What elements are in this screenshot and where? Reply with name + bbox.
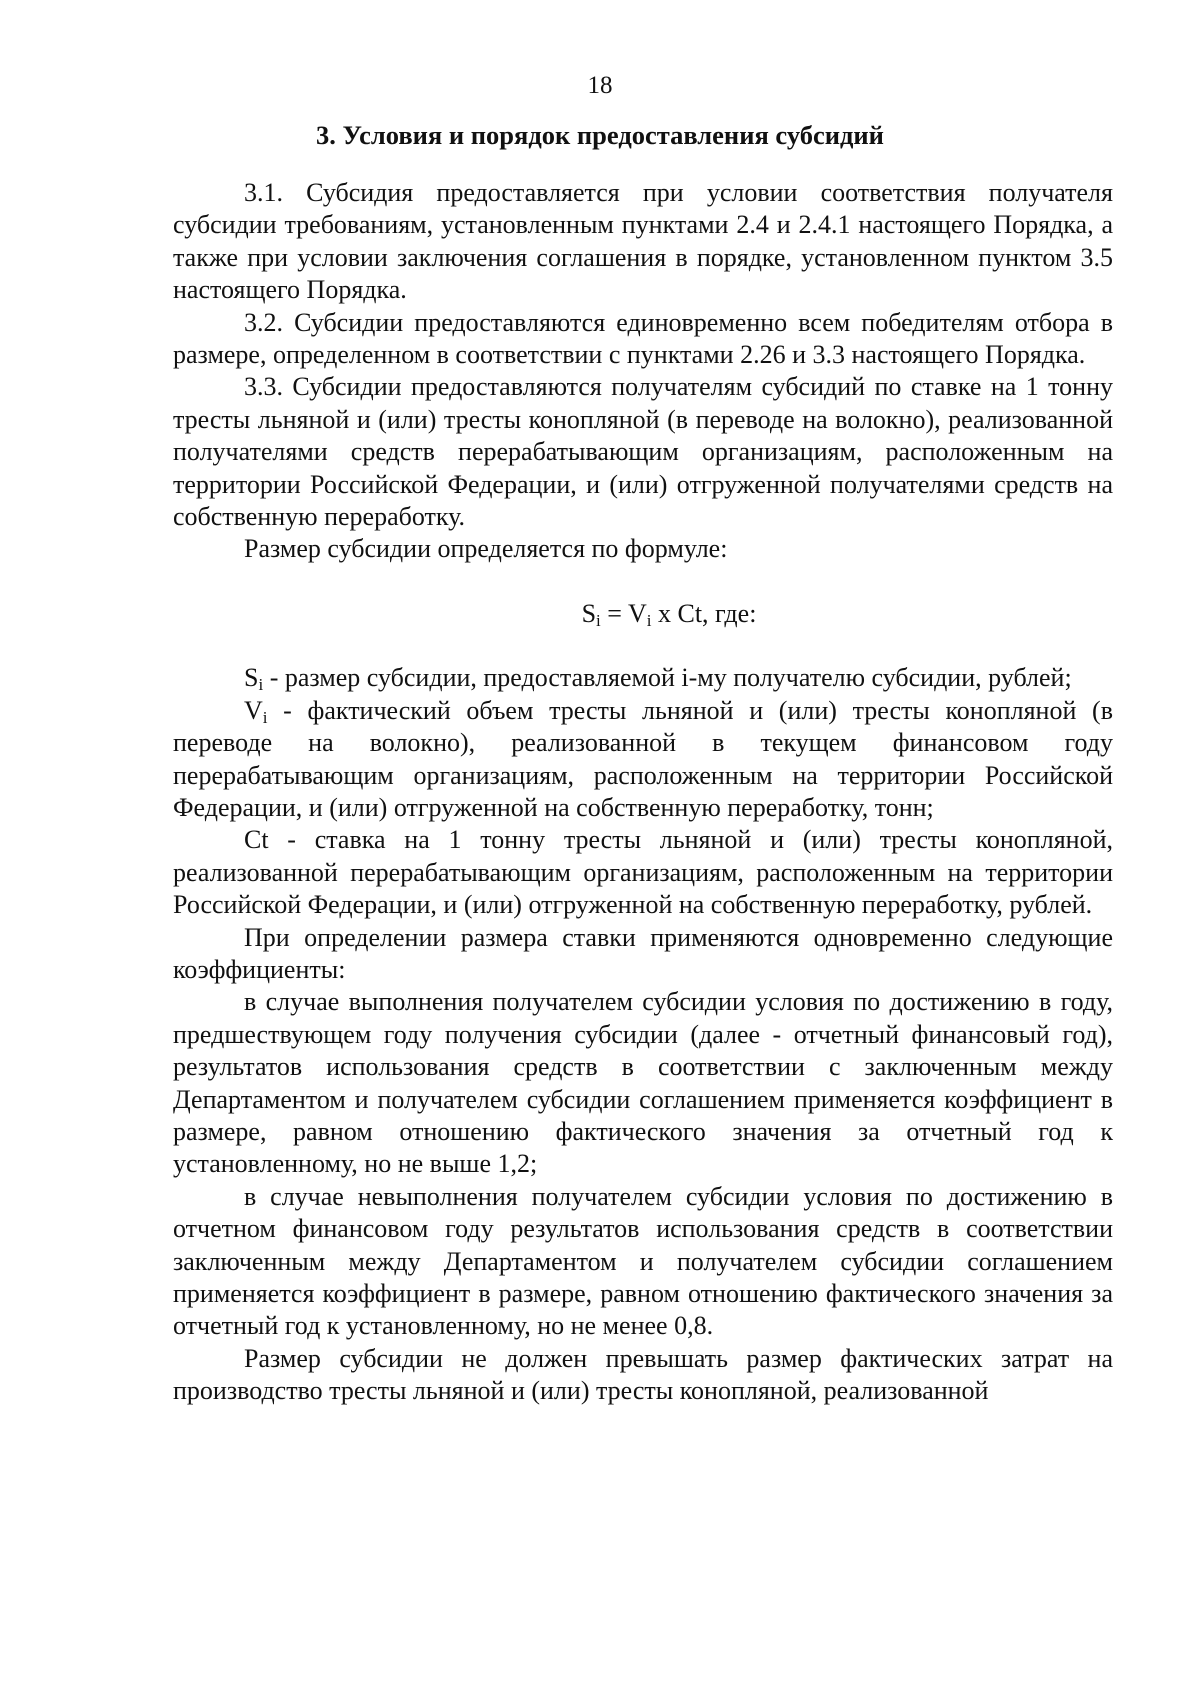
definition-s-text: - размер субсидии, предоставляемой i-му получателю субсидии, рублей; xyxy=(263,663,1072,693)
coefficient-2: в случае невыполнения получателем субсидии условия по достижению в отчетном финансовом году результатов использования средств в соответствии заключенным между Департаментом и получателем субсидии соглашением применяется коэффициент в размере, равном отношению фактического значения за отчетный год к установленному, но не менее 0,8. xyxy=(173,1181,1113,1341)
formula-v-sub: i xyxy=(646,610,652,630)
coefficient-1: в случае выполнения получателем субсидии условия по достижению в году, предшествующем году получения субсидии (далее - отчетный финансовый год), результатов использования средств в соответствии с заключенным между Департаментом и получателем субсидии соглашением применяется коэффициент в размере, равном отношению фактического значения за отчетный год к установленному, но не выше 1,2; xyxy=(173,987,1113,1179)
paragraph-3-1: 3.1. Субсидия предоставляется при условии соответствия получателя субсидии требованиям, установленным пунктами 2.4 и 2.4.1 настоящего Порядка, а также при условии заключения соглашения в порядке, установленном пунктом 3.5 настоящего Порядка. xyxy=(173,178,1113,305)
formula-s-sub: i xyxy=(596,610,601,630)
definition-v-symbol: V xyxy=(244,695,263,725)
definition-s-symbol: S xyxy=(244,663,259,693)
formula-rest: x Ct, где: xyxy=(651,598,757,628)
paragraph-3-2: 3.2. Субсидии предоставляются единовременно всем победителям отбора в размере, определенном в соответствии с пунктами 2.26 и 3.3 настоящего Порядка. xyxy=(173,307,1113,370)
coefficients-intro: При определении размера ставки применяются одновременно следующие коэффициенты: xyxy=(173,922,1113,984)
formula xyxy=(173,598,1113,630)
formula-intro: Размер субсидии определяется по формуле: xyxy=(244,534,728,564)
definition-v-sub: i xyxy=(262,707,268,727)
formula-s: S xyxy=(581,598,597,628)
page-number: 18 xyxy=(587,72,613,99)
definition-v xyxy=(173,695,1113,825)
formula-eq: = xyxy=(600,598,628,628)
section-title: 3. Условия и порядок предоставления субсидий xyxy=(316,120,884,150)
definition-s xyxy=(173,662,1113,694)
document-body xyxy=(173,177,1113,1408)
definition-ct: Ct - ставка на 1 тонну тресты льняной и (или) тресты конопляной, реализованной перерабатывающим организациям, расположенным на территории Российской Федерации, и (или) отгруженной на собственную переработку, рублей. xyxy=(173,825,1113,920)
formula-v: V xyxy=(627,598,647,628)
definition-s-sub: i xyxy=(258,675,264,695)
subsidy-limit: Размер субсидии не должен превышать размер фактических затрат на производство тресты льняной и (или) тресты конопляной, реализованной xyxy=(173,1343,1113,1406)
definition-v-text: - фактический объем тресты льняной и (или) тресты конопляной (в переводе на волокно), реализованной в текущем финансовом году перерабатывающим организациям, расположенным на территории Российской Федерации, и (или) отгруженной на собственную переработку, тонн; xyxy=(173,695,1113,822)
paragraph-3-3: 3.3. Субсидии предоставляются получателям субсидий по ставке на 1 тонну тресты льняной и (или) тресты конопляной (в переводе на волокно), реализованной получателями средств перерабатывающим организациям, расположенным на территории Российской Федерации, и (или) отгруженной получателями средств на собственную переработку. xyxy=(173,372,1113,532)
